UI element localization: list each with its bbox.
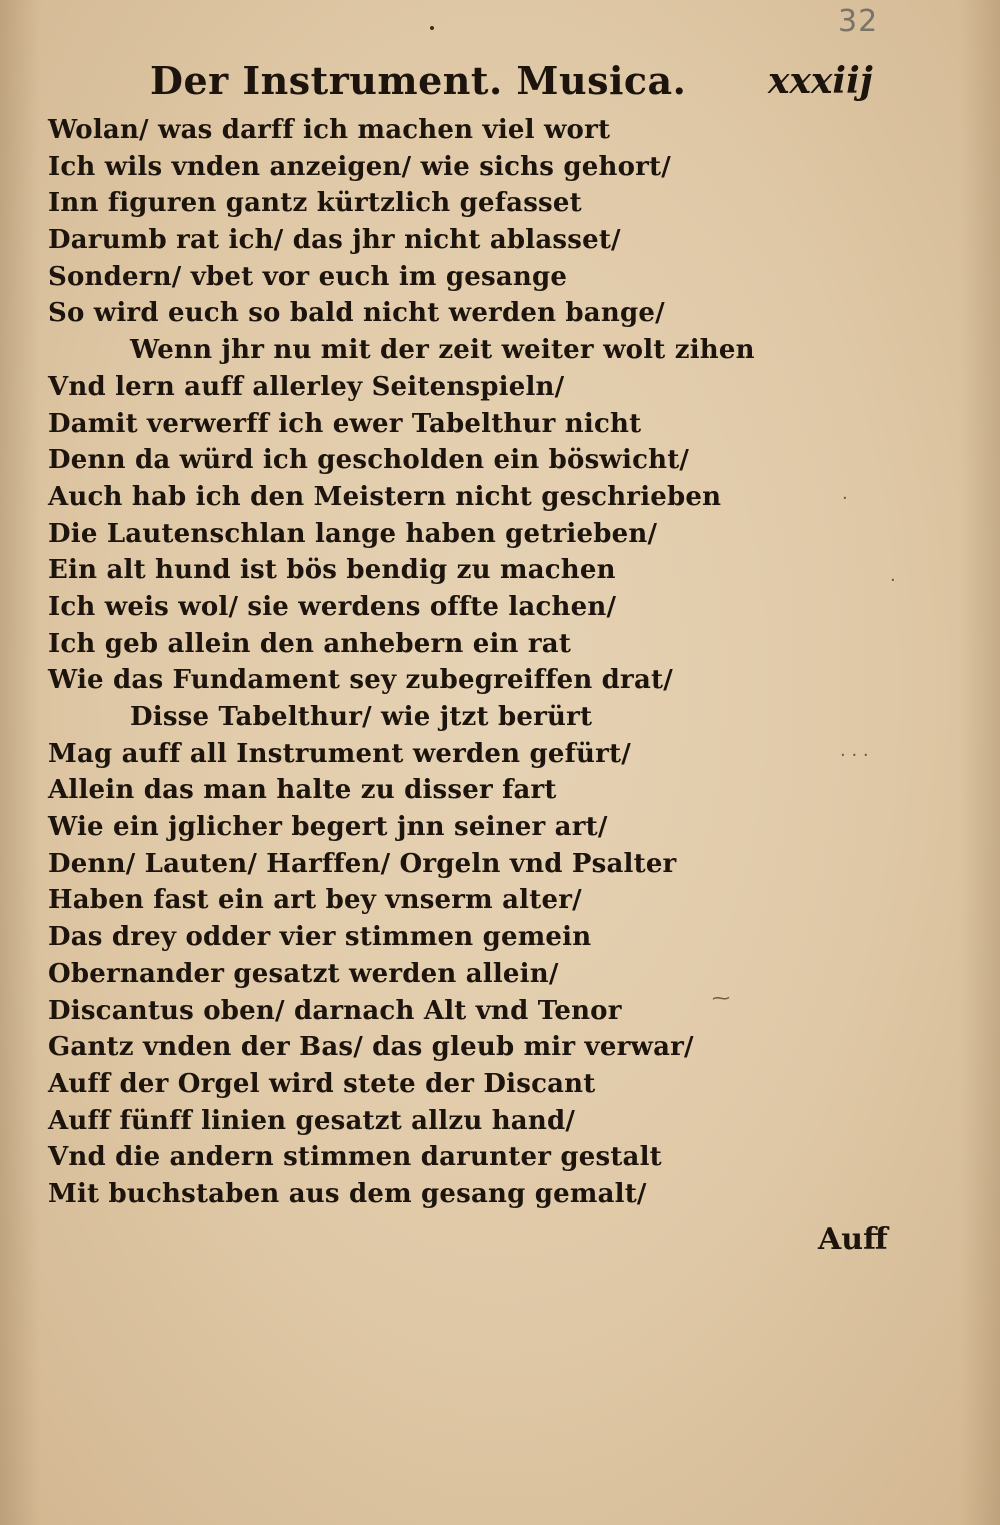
verse-line: Ich geb allein den anhebern ein rat bbox=[48, 628, 572, 659]
folio-number: xxxiij bbox=[768, 60, 873, 102]
margin-dash: ⁓ bbox=[712, 988, 730, 1009]
margin-dot: · bbox=[890, 570, 896, 591]
verse-text-block bbox=[48, 112, 828, 1213]
verse-line: Darumb rat ich/ das jhr nicht ablasset/ bbox=[48, 225, 621, 256]
left-page-shadow bbox=[0, 0, 40, 1525]
verse-line: Haben fast ein art bey vnserm alter/ bbox=[48, 885, 582, 916]
verse-line: Wolan/ was darff ich machen viel wort bbox=[48, 115, 611, 145]
verse-line: Denn/ Lauten/ Harffen/ Orgeln vnd Psalter bbox=[48, 848, 677, 879]
verse-line: Auff der Orgel wird stete der Discant bbox=[48, 1068, 596, 1099]
verse-line: Vnd lern auff allerley Seitenspieln/ bbox=[48, 371, 565, 402]
verse-line: Inn figuren gantz kürtzlich gefasset bbox=[48, 188, 582, 219]
verse-line: Ich weis wol/ sie werdens offte lachen/ bbox=[48, 591, 617, 622]
verse-line: Disse Tabelthur/ wie jtzt berürt bbox=[130, 702, 593, 732]
verse-line: Damit verwerff ich ewer Tabelthur nicht bbox=[48, 408, 642, 439]
margin-dot: · · · bbox=[840, 745, 869, 766]
handwritten-folio-note: 32 bbox=[838, 4, 879, 39]
ink-dot bbox=[430, 26, 434, 30]
verse-line: Die Lautenschlan lange haben getrieben/ bbox=[48, 518, 658, 549]
verse-line: Vnd die andern stimmen darunter gestalt bbox=[48, 1142, 662, 1173]
verse-line: Allein das man halte zu disser fart bbox=[48, 775, 557, 806]
verse-line: Ich wils vnden anzeigen/ wie sichs gehort/ bbox=[48, 151, 671, 182]
running-title: Der Instrument. Musica. bbox=[150, 58, 687, 103]
verse-line: Das drey odder vier stimmen gemein bbox=[48, 922, 592, 953]
verse-line: Gantz vnden der Bas/ das gleub mir verwar/ bbox=[48, 1032, 694, 1063]
right-page-shadow bbox=[960, 0, 1000, 1525]
verse-line: Wie ein jglicher begert jnn seiner art/ bbox=[48, 812, 608, 843]
verse-line: Ein alt hund ist bös bendig zu machen bbox=[48, 555, 616, 586]
catchword: Auff bbox=[818, 1222, 888, 1257]
verse-line: Auff fünff linien gesatzt allzu hand/ bbox=[48, 1105, 576, 1136]
verse-line: Obernander gesatzt werden allein/ bbox=[48, 958, 559, 989]
verse-line: Mit buchstaben aus dem gesang gemalt/ bbox=[48, 1178, 647, 1209]
verse-line: Mag auff all Instrument werden gefürt/ bbox=[48, 738, 631, 769]
verse-line: Sondern/ vbet vor euch im gesange bbox=[48, 261, 568, 292]
verse-line: Wie das Fundament sey zubegreiffen drat/ bbox=[48, 665, 673, 696]
verse-line: Auch hab ich den Meistern nicht geschrieben bbox=[48, 481, 722, 512]
verse-line: So wird euch so bald nicht werden bange/ bbox=[48, 298, 665, 329]
verse-line: Discantus oben/ darnach Alt vnd Tenor bbox=[48, 995, 622, 1026]
verse-line: Denn da würd ich gescholden ein böswicht/ bbox=[48, 445, 690, 476]
verse-line: Wenn jhr nu mit der zeit weiter wolt zihen bbox=[130, 335, 755, 366]
margin-dot: · bbox=[842, 488, 848, 509]
